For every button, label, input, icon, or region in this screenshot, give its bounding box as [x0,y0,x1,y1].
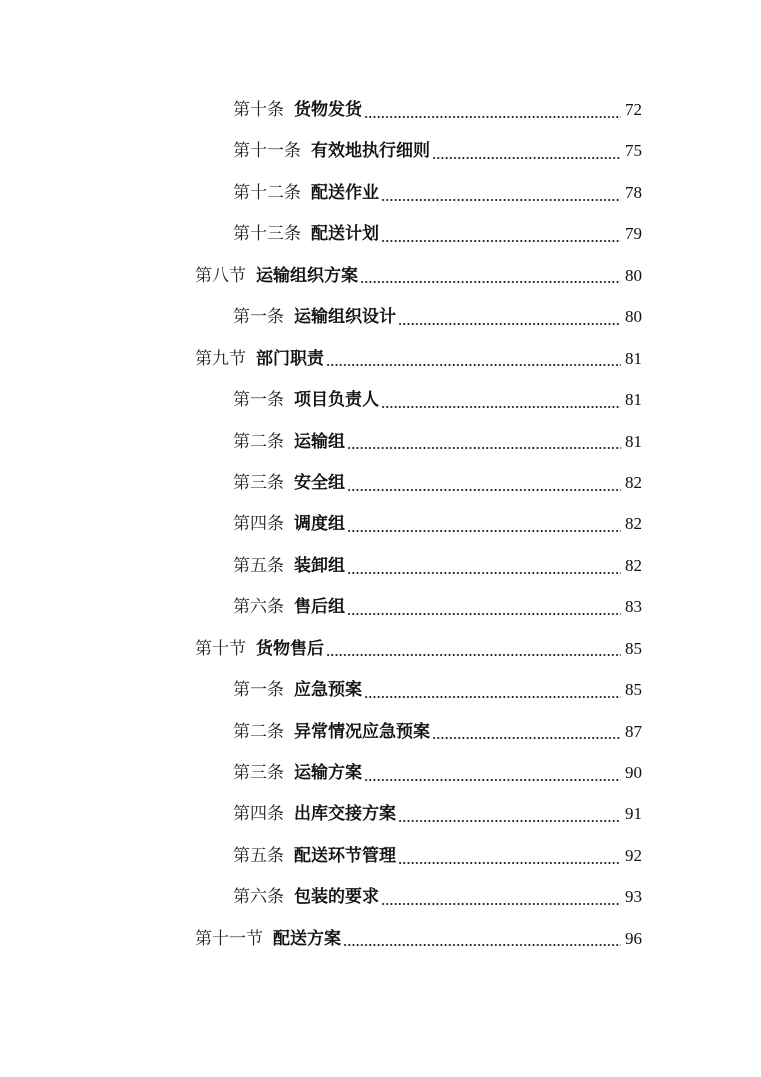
toc-entry-title: 项目负责人 [294,390,379,411]
dot-leader [364,779,621,781]
toc-entry[interactable] [0,421,761,462]
dot-leader [326,654,621,656]
toc-entry-number: 第十条 [233,100,284,120]
toc-entry-number: 第十一条 [233,141,301,162]
toc-entry[interactable] [0,379,761,420]
toc-entry-number: 第十节 [195,638,246,659]
toc-entry-title: 安全组 [294,472,345,493]
toc-entry[interactable] [0,876,761,917]
toc-entry-title: 配送作业 [311,182,379,203]
toc-entry[interactable] [0,586,761,627]
toc-entry-number: 第六条 [233,597,284,618]
toc-entry-title: 运输组织方案 [256,265,358,286]
dot-leader [360,281,621,283]
toc-entry-page-number: 82 [625,472,642,492]
toc-entry-title: 调度组 [294,514,345,535]
toc-entry-page-number: 90 [625,763,642,782]
toc-entry-number: 第二条 [233,721,284,742]
toc-entry-page-number: 80 [625,265,642,285]
dot-leader [326,364,621,366]
toc-entry-page-number: 87 [625,721,642,741]
toc-entry[interactable] [0,711,761,752]
dot-leader [381,903,621,905]
toc-entry[interactable] [0,213,761,254]
dot-leader [381,406,621,408]
table-of-contents [0,89,761,959]
toc-entry-title: 装卸组 [294,555,345,576]
toc-entry-title: 售后组 [294,597,345,618]
toc-entry-page-number: 81 [625,348,642,368]
toc-entry-number: 第一条 [233,680,284,701]
toc-entry-number: 第五条 [233,555,284,576]
dot-leader [364,116,621,118]
toc-section-entry[interactable] [0,918,761,959]
toc-entry-number: 第十一节 [195,928,263,949]
toc-entry-page-number: 79 [625,224,642,244]
toc-section-entry[interactable] [0,338,761,379]
toc-entry-title: 应急预案 [294,680,362,701]
toc-entry-page-number: 83 [625,597,642,617]
toc-entry-number: 第一条 [233,307,284,328]
toc-entry-title: 有效地执行细则 [311,141,430,162]
dot-leader [432,157,621,159]
toc-entry-page-number: 75 [625,141,642,161]
toc-entry-title: 部门职责 [256,348,324,369]
toc-entry-title: 配送计划 [311,224,379,245]
toc-entry-page-number: 72 [625,100,642,119]
dot-leader [347,447,621,449]
toc-entry[interactable] [0,752,761,793]
dot-leader [347,489,621,491]
toc-entry-title: 货物售后 [256,638,324,659]
toc-entry[interactable] [0,172,761,213]
toc-entry-number: 第五条 [233,845,284,866]
dot-leader [343,944,621,946]
toc-entry-page-number: 81 [625,390,642,410]
toc-entry-page-number: 85 [625,638,642,658]
dot-leader [381,199,621,201]
toc-entry-number: 第一条 [233,390,284,411]
toc-entry-number: 第八节 [195,265,246,286]
dot-leader [364,696,621,698]
toc-entry-title: 出库交接方案 [294,804,396,825]
toc-entry-page-number: 92 [625,845,642,865]
toc-entry-page-number: 80 [625,307,642,327]
dot-leader [347,572,621,574]
toc-entry-title: 配送方案 [273,928,341,949]
dot-leader [432,737,621,739]
toc-entry-number: 第二条 [233,431,284,452]
toc-entry-page-number: 82 [625,514,642,534]
toc-entry-title: 货物发货 [294,100,362,120]
toc-entry-title: 配送环节管理 [294,845,396,866]
toc-entry-page-number: 78 [625,182,642,202]
toc-entry-page-number: 91 [625,804,642,824]
toc-entry-page-number: 82 [625,555,642,575]
toc-section-entry[interactable] [0,255,761,296]
toc-entry-number: 第三条 [233,763,284,783]
dot-leader [381,240,621,242]
toc-entry-title: 运输组织设计 [294,307,396,328]
toc-entry-number: 第三条 [233,472,284,493]
toc-entry[interactable] [0,503,761,544]
dot-leader [347,613,621,615]
toc-entry[interactable] [0,89,761,130]
toc-section-entry[interactable] [0,628,761,669]
toc-entry-number: 第四条 [233,804,284,825]
toc-entry[interactable] [0,545,761,586]
toc-entry-number: 第十二条 [233,182,301,203]
dot-leader [398,820,621,822]
toc-entry[interactable] [0,462,761,503]
toc-entry-number: 第四条 [233,514,284,535]
toc-entry[interactable] [0,793,761,834]
toc-entry-number: 第九节 [195,348,246,369]
toc-entry-title: 运输组 [294,431,345,452]
dot-leader [398,862,621,864]
dot-leader [398,323,621,325]
toc-entry-title: 异常情况应急预案 [294,721,430,742]
toc-entry-page-number: 85 [625,680,642,700]
toc-entry-title: 包装的要求 [294,887,379,908]
toc-entry-number: 第六条 [233,887,284,908]
toc-entry-page-number: 81 [625,431,642,451]
toc-entry-page-number: 96 [625,928,642,948]
toc-entry[interactable] [0,130,761,171]
dot-leader [347,530,621,532]
toc-entry[interactable] [0,296,761,337]
toc-entry-title: 运输方案 [294,763,362,783]
toc-entry-number: 第十三条 [233,224,301,245]
toc-entry-page-number: 93 [625,887,642,907]
toc-entry[interactable] [0,835,761,876]
toc-entry[interactable] [0,669,761,710]
